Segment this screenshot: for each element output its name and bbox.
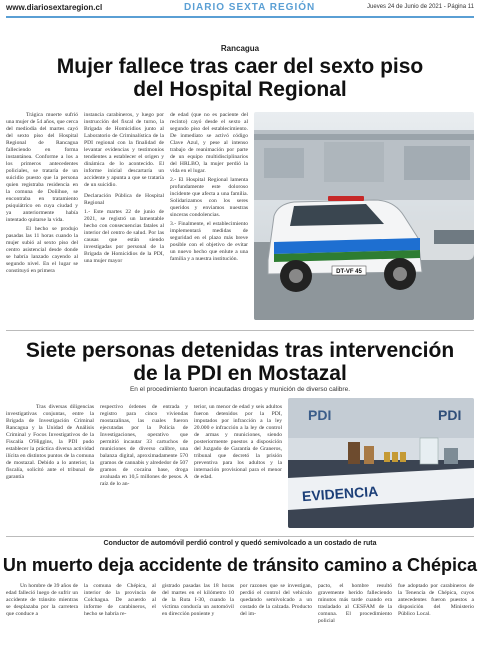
story1-col1-para1: Trágica muerte sufrió una mujer de 54 años, que cerca del mediodía del martes cayó del sexto piso del Hospital Regional de Rancagua falleciendo en forma instantánea. Conforme a los a los primeros antecedentes policiales, se trataría de un suicidio puesto que la persona quien registraba residencia en la comuna de Doñihue, se encontraba en tratamiento psiquiátrico en cuya ciudad y ya anteriormente había intentado quitarse la vida. (6, 112, 78, 223)
story3-column-1 (6, 583, 78, 667)
svg-text:PDI: PDI (308, 407, 332, 423)
story2-headline-line2: de la PDI en Mostazal (133, 362, 347, 385)
story2-col1-text: Tras diversas diligencias investigativas conjuntas, entre la Brigada de Investigación Criminal Rancagua y la Unidad de Análisis Criminal y Focos Investigativos de la Fiscalía O'Higgins, la PDI pudo establecer la práctica diversa actividad ilícita en distintos puntos de la comuna de mostazal. Debido a lo anterior, la fiscalía, solicitó ante el tribunal de garantía (6, 404, 94, 480)
newspaper-brand: DIARIO SEXTA REGIÓN (184, 2, 316, 13)
police-vehicle-photo (254, 112, 474, 320)
story2-subheadline: En el procedimiento fueron incautadas drogas y munición de diverso calibre. (129, 386, 351, 393)
site-url[interactable]: www.diariosextaregion.cl (6, 3, 103, 12)
story1-headline-line1: Mujer fallece tras caer del sexto piso (56, 55, 424, 78)
story2-column-2 (100, 404, 188, 530)
story3-column-3 (162, 583, 234, 667)
story2-column-1 (6, 404, 94, 530)
story2-col2-text: respectivo órdenes de entrada y registro para cinco viviendas mostazalinas, las cuales fueron ejecutadas por la Policía de Investigaciones, operativo que permitió incautar 33 cartuchos de municiones de diverso calibre, una balanza digital, aproximadamente 570 gramos de cannabis y alrededor de 507 gramos de cocaína base, droga avaluada en 10,5 millones de pesos. A raíz de lo an- (100, 404, 188, 487)
story3-column-2 (84, 583, 156, 667)
story3-col4-text: por razones que se investigan, perdió el control del vehículo quedando semivolcado a un costado de la calzada. Producto del im- (240, 583, 312, 617)
story2-col3-text: terior, un menor de edad y seis adultos fueron detenidos por la PDI, imputados por infracción a la ley 20.000 e infracción a la ley de control de armas y municiones, siendo posteriormente puestos a disposición del Juzgado de Garantía de Graneros, tribunal que decretó la prisión preventiva para los adultos y la internación provisional para el menor de edad. (194, 404, 282, 480)
story1-col3-para1: de edad (que no es paciente del recinto) cayó desde el sexto al segundo piso del establecimiento. De inmediato se activó código Clave Azul, y pese al intenso trabajo de reanimación por parte de un equipo multidisciplinarios del HRLBO, la mujer perdió la vida en el lugar. (170, 112, 248, 174)
story1-col3-para3: 3.- Finalmente, el establecimiento implementará medidas de seguridad en el plazo más breve posible con el objetivo de evitar un nuevo hecho que enlute a una familia y a nuestra institución. (170, 221, 248, 262)
story2-headline-line1: Siete personas detenidas tras intervención (25, 339, 455, 362)
story1-column-1 (6, 112, 78, 322)
story3-col5-text: pacto, el hombre resultó gravemente herido falleciendo minutos más tarde cuando era trasladado al CESFAM de la comuna. El procedimiento policial (318, 583, 392, 624)
seized-evidence-photo (288, 398, 474, 528)
story3-col6-text: fue adoptado por carabineros de la Tenencia de Chépica, cuyos antecedentes fueron puestos a disposición del Ministerio Público Local. (398, 583, 474, 617)
story1-headline-line2: del Hospital Regional (133, 78, 347, 101)
section-divider-2 (6, 536, 474, 537)
story3-column-6 (398, 583, 474, 667)
story1-column-2 (84, 112, 164, 322)
story3-col1-text: Un hombre de 39 años de edad falleció luego de sufrir un accidente de tránsito mientras se desplazaba por la carretera que conduce a (6, 583, 78, 617)
story3-column-4 (240, 583, 312, 667)
story1-col2-para1: instancia carabineros, y luego por instrucción del fiscal de turno, la Brigada de Homicidios junto al Laboratorio de Criminalística de la PDI regional con la finalidad de levantar evidencias y testimonios tendientes a establecer el origen y dinámica de lo acontecido. El informe inicial descartaría un accidente y apunta a que se trataría de un suicidio. (84, 112, 164, 188)
story3-column-5 (318, 583, 392, 667)
story2-column-3 (194, 404, 282, 530)
story1-col2-para2: Declaración Pública de Hospital Regional (84, 193, 164, 206)
story3-col3-text: gistrado pasadas las 18 horas del martes en el kilómetro 10 de la Ruta I-30, cuando la víctima conducía un automóvil en dirección poniente y (162, 583, 234, 617)
page-date: Jueves 24 de Junio de 2021 - Página 11 (367, 4, 474, 10)
evidence-banner-text: EVIDENCIA (301, 482, 379, 505)
story1-kicker: Rancagua (220, 44, 260, 53)
header-rule (6, 16, 474, 18)
story3-kicker: Conductor de automóvil perdió control y quedó semivolcado a un costado de ruta (103, 540, 377, 547)
story1-col2-para3: 1.- Este martes 22 de junio de 2021, se registró un lamentable hecho con consecuencias fatales al interior del centro de salud. Por las causas que están siendo investigadas por personal de la Brigada de Homicidios de la PDI, una mujer mayor (84, 209, 164, 264)
story1-column-3 (170, 112, 248, 322)
story1-col1-para2: El hecho se produjo pasadas las 11 horas cuando la mujer subió al sexto piso del centro asistencial desde donde se habría lanzado cayendo al segundo nivel. En el lugar se constituyó en primera (6, 226, 78, 274)
section-divider-1 (6, 330, 474, 331)
license-plate: DT-VF 45 (336, 269, 362, 275)
story1-col3-para2: 2.- El Hospital Regional lamenta profundamente este doloroso incidente que afecta a una familia. Solidarizamos con los seres queridos y enviamos nuestras sinceras condolencias. (170, 177, 248, 218)
page-header (6, 2, 474, 16)
pdi-text: PDI (438, 407, 462, 423)
story3-headline: Un muerto deja accidente de tránsito camino a Chépica (2, 555, 478, 575)
story3-col2-text: la comuna de Chépica, al interior de la provincia de Colchagua. De acuerdo al informe de carabineros, el hecho se habría re- (84, 583, 156, 617)
